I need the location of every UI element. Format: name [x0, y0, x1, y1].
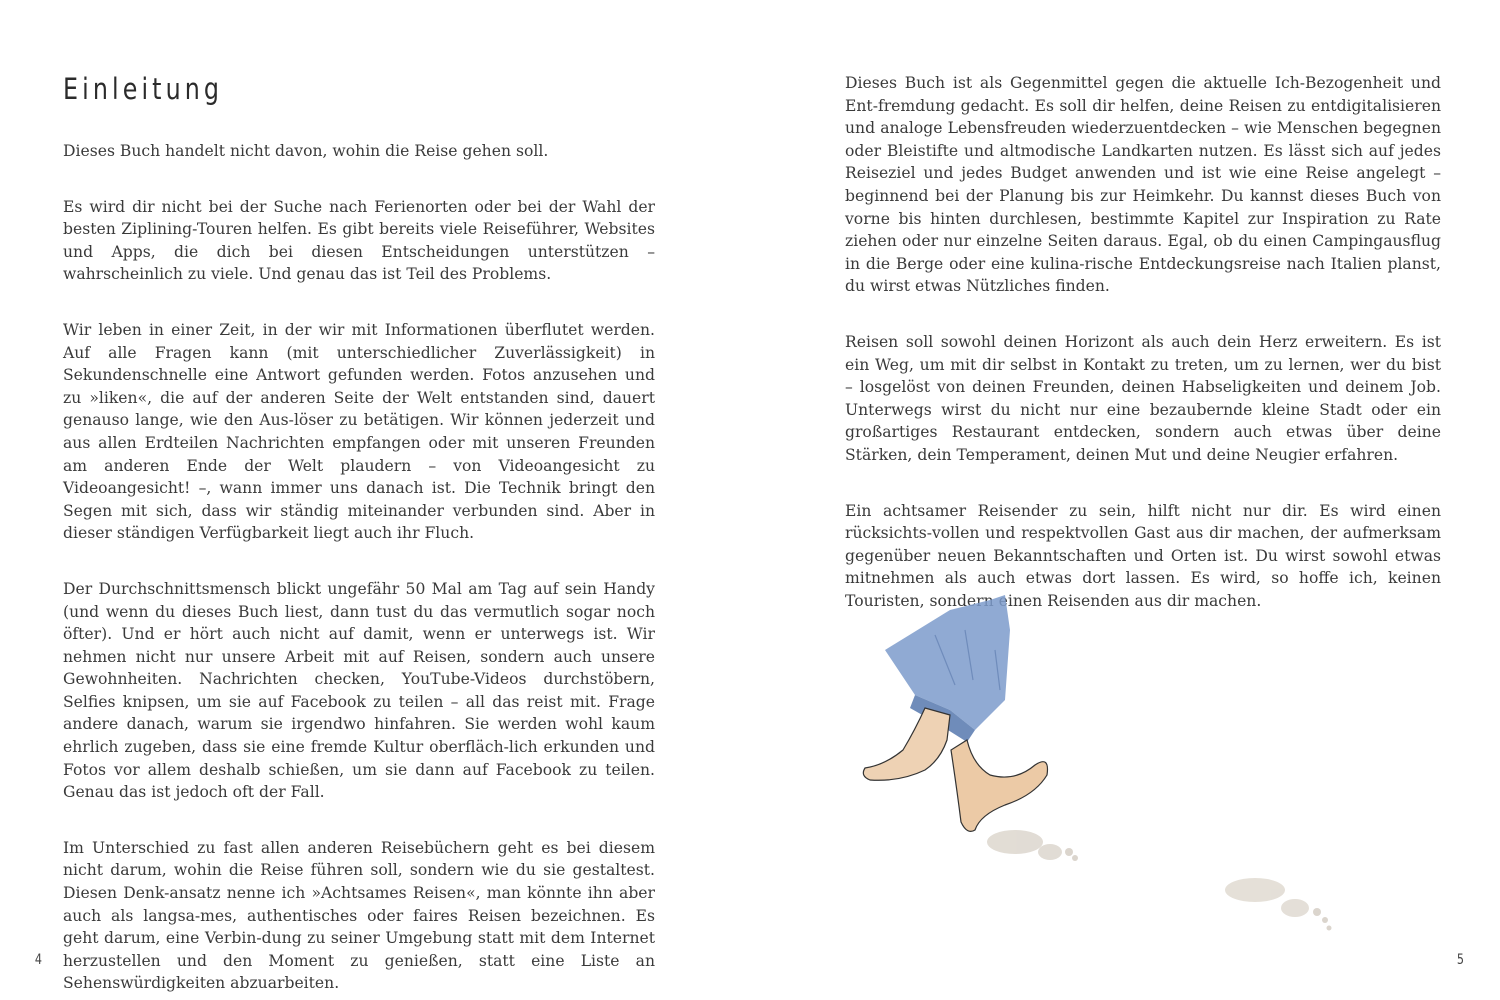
footprint [1225, 878, 1332, 931]
paragraph: Dieses Buch handelt nicht davon, wohin die Reise gehen soll. [63, 142, 549, 160]
left-text-column [63, 140, 655, 995]
paragraph: Reisen soll sowohl deinen Horizont als auch dein Herz erweitern. Es ist ein Weg, um mit dir selbst in Kontakt zu treten, um zu lernen, wer du bist – losgelöst von deinen Freunden, deinen Habseligkeiten und deinem Job. Unterwegs wirst du nicht nur eine bezaubernde kleine Stadt oder ein großartiges Restaurant entdecken, sondern auch etwas über deine Stärken, dein Temperament, deinen Mut und deine Neugier erfahren. [845, 332, 1441, 464]
page-number: 4 [34, 952, 43, 968]
paragraph: Ein achtsamer Reisender zu sein, hilft nicht nur dir. Es wird einen rücksichts-vollen und respektvollen Gast aus dir machen, der aufmerksam gegenüber neuen Bekanntschaften und Orten ist. Du wirst sowohl etwas mitnehmen als auch etwas dort lassen. Es wird, so hoffe ich, keinen Touristen, sondern einen Reisenden aus dir machen. [845, 501, 1441, 610]
front-foot [951, 740, 1048, 831]
paragraph: Der Durchschnittsmensch blickt ungefähr 50 Mal am Tag auf sein Handy (und wenn du dieses Buch liest, dann tust du das vermutlich sogar noch öfter). Und er hört auch nicht auf damit, wenn er unterwegs ist. Wir nehmen nicht nur unsere Arbeit mit auf Reisen, sondern auch unsere Gewohnheiten. Nachrichten checken, YouTube-Videos durchstöbern, Selfies knipsen, um sie auf Facebook zu teilen – all das reist mit. Frage andere danach, warum sie irgendwo hinfahren. Sie werden wohl kaum ehrlich zugeben, dass sie eine fremde Kultur oberfläch-lich erkunden und Fotos vor allem deshalb schießen, um sie dann auf Facebook zu teilen. Genau das ist jedoch oft der Fall. [63, 579, 655, 802]
paragraph: Es wird dir nicht bei der Suche nach Ferienorten oder bei der Wahl der besten Ziplining-Touren helfen. Es gibt bereits viele Reiseführer, Websites und Apps, die dich bei diesen Entscheidungen unterstützen – wahrscheinlich zu viele. Und genau das ist Teil des Problems. [63, 197, 655, 284]
right-text-column [845, 72, 1441, 612]
paragraph: Wir leben in einer Zeit, in der wir mit Informationen überflutet werden. Auf alle Fragen kann (mit unterschiedlicher Zuverlässigkeit) in Sekundenschnelle eine Antwort gefunden werden. Fotos anzusehen und zu »liken«, die auf der anderen Seite der Welt entstanden sind, dauert genauso lange, wie den Aus-löser zu betätigen. Wir können jederzeit und aus allen Erdteilen Nachrichten empfangen oder mit unseren Freunden am anderen Ende der Welt plaudern – von Videoangesicht zu Videoangesicht! –, wann immer uns danach ist. Die Technik bringt den Segen mit sich, dass wir ständig miteinander verbunden sind. Aber in dieser ständigen Verfügbarkeit liegt auch ihr Fluch. [63, 320, 655, 543]
right-page [750, 0, 1500, 1000]
footprint [987, 830, 1078, 861]
chapter-title: Einleitung [63, 72, 224, 106]
page-number: 5 [1456, 952, 1465, 968]
paragraph: Dieses Buch ist als Gegenmittel gegen die aktuelle Ich-Bezogenheit und Ent-fremdung gedacht. Es soll dir helfen, deine Reisen zu entdigitalisieren und analoge Lebensfreuden wiederzuentdecken – wie Menschen begegnen oder Bleistifte und altmodische Landkarten nutzen. Es lässt sich auf jedes Reiseziel und jedes Budget anwenden und ist wie eine Reise angelegt – beginnend bei der Planung bis zur Heimkehr. Du kannst dieses Buch von vorne bis hinten durchlesen, bestimmte Kapitel zur Inspiration zu Rate ziehen oder nur einzelne Seiten daraus. Egal, ob du einen Campingausflug in die Berge oder eine kulina-rische Entdeckungsreise nach Italien planst, du wirst etwas Nützliches finden. [845, 74, 1441, 296]
paragraph: Im Unterschied zu fast allen anderen Reisebüchern geht es bei diesem nicht darum, wohin die Reise führen soll, sondern wie du sie gestaltest. Diesen Denk-ansatz nenne ich »Achtsames Reisen«, man könnte ihn aber auch als langsa-mes, authentisches oder faires Reisen bezeichnen. Es geht darum, eine Verbin-dung zu seiner Umgebung statt mit dem Internet herzustellen und den Moment zu genießen, statt eine Liste an Sehenswürdigkeiten abzuarbeiten. [63, 838, 655, 993]
back-foot [863, 708, 950, 780]
walking-feet-illustration [855, 590, 1415, 950]
